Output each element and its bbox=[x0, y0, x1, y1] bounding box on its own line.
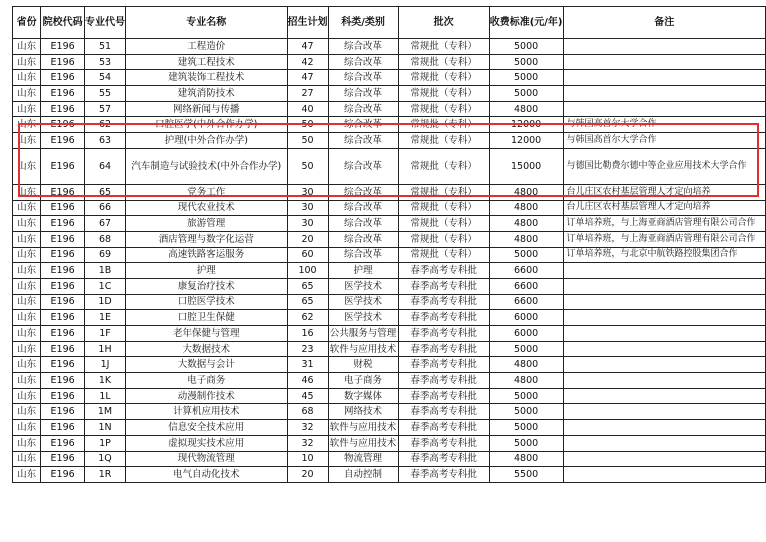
cell-category: 综合改革 bbox=[328, 148, 398, 184]
cell-category: 综合改革 bbox=[328, 101, 398, 117]
cell-province: 山东 bbox=[13, 70, 41, 86]
table-row bbox=[13, 133, 766, 149]
cell-category: 软件与应用技术 bbox=[328, 341, 398, 357]
cell-fee: 6600 bbox=[489, 294, 563, 310]
cell-category: 医学技术 bbox=[328, 278, 398, 294]
cell-batch: 常规批（专科） bbox=[398, 133, 489, 149]
table-row bbox=[13, 148, 766, 184]
cell-remarks bbox=[563, 467, 766, 483]
cell-province: 山东 bbox=[13, 184, 41, 200]
cell-batch: 春季高考专科批 bbox=[398, 373, 489, 389]
cell-province: 山东 bbox=[13, 247, 41, 263]
cell-major-code: 1L bbox=[85, 388, 126, 404]
cell-batch: 春季高考专科批 bbox=[398, 341, 489, 357]
cell-plan: 16 bbox=[287, 326, 328, 342]
cell-province: 山东 bbox=[13, 200, 41, 216]
cell-fee: 15000 bbox=[489, 148, 563, 184]
table-row bbox=[13, 184, 766, 200]
cell-category: 护理 bbox=[328, 263, 398, 279]
cell-fee: 6600 bbox=[489, 263, 563, 279]
table-row bbox=[13, 310, 766, 326]
cell-major-name: 信息安全技术应用 bbox=[126, 420, 288, 436]
cell-batch: 春季高考专科批 bbox=[398, 357, 489, 373]
table-row bbox=[13, 435, 766, 451]
cell-major-name: 口腔医学(中外合作办学) bbox=[126, 117, 288, 133]
cell-fee: 4800 bbox=[489, 357, 563, 373]
cell-school-code: E196 bbox=[41, 70, 85, 86]
cell-major-code: 1D bbox=[85, 294, 126, 310]
cell-batch: 春季高考专科批 bbox=[398, 404, 489, 420]
cell-province: 山东 bbox=[13, 357, 41, 373]
cell-province: 山东 bbox=[13, 39, 41, 55]
cell-fee: 5000 bbox=[489, 247, 563, 263]
cell-major-name: 虚拟现实技术应用 bbox=[126, 435, 288, 451]
cell-school-code: E196 bbox=[41, 54, 85, 70]
cell-plan: 45 bbox=[287, 388, 328, 404]
table-row bbox=[13, 357, 766, 373]
cell-remarks bbox=[563, 54, 766, 70]
table-row bbox=[13, 420, 766, 436]
cell-major-code: 68 bbox=[85, 231, 126, 247]
cell-school-code: E196 bbox=[41, 467, 85, 483]
cell-province: 山东 bbox=[13, 148, 41, 184]
cell-fee: 5000 bbox=[489, 54, 563, 70]
cell-remarks bbox=[563, 420, 766, 436]
cell-remarks: 订单培养班，与上海亚商酒店管理有限公司合作 bbox=[563, 231, 766, 247]
cell-fee: 5000 bbox=[489, 420, 563, 436]
table-row bbox=[13, 117, 766, 133]
cell-plan: 30 bbox=[287, 216, 328, 232]
cell-major-name: 护理(中外合作办学) bbox=[126, 133, 288, 149]
cell-province: 山东 bbox=[13, 86, 41, 102]
cell-category: 软件与应用技术 bbox=[328, 420, 398, 436]
cell-province: 山东 bbox=[13, 294, 41, 310]
table-row bbox=[13, 263, 766, 279]
cell-fee: 12000 bbox=[489, 117, 563, 133]
cell-plan: 23 bbox=[287, 341, 328, 357]
cell-school-code: E196 bbox=[41, 404, 85, 420]
cell-fee: 4800 bbox=[489, 451, 563, 467]
table-row bbox=[13, 39, 766, 55]
cell-major-name: 动漫制作技术 bbox=[126, 388, 288, 404]
cell-remarks bbox=[563, 101, 766, 117]
cell-remarks bbox=[563, 326, 766, 342]
cell-remarks bbox=[563, 357, 766, 373]
cell-major-name: 工程造价 bbox=[126, 39, 288, 55]
cell-plan: 50 bbox=[287, 117, 328, 133]
cell-batch: 春季高考专科批 bbox=[398, 451, 489, 467]
cell-remarks: 订单培养班，与上海亚商酒店管理有限公司合作 bbox=[563, 216, 766, 232]
cell-category: 综合改革 bbox=[328, 39, 398, 55]
header-batch: 批次 bbox=[398, 7, 489, 39]
cell-remarks bbox=[563, 39, 766, 55]
cell-plan: 32 bbox=[287, 435, 328, 451]
cell-major-code: 1C bbox=[85, 278, 126, 294]
cell-remarks: 与韩国高首尔大学合作 bbox=[563, 133, 766, 149]
cell-school-code: E196 bbox=[41, 263, 85, 279]
cell-major-name: 建筑工程技术 bbox=[126, 54, 288, 70]
cell-school-code: E196 bbox=[41, 388, 85, 404]
cell-province: 山东 bbox=[13, 326, 41, 342]
cell-fee: 5000 bbox=[489, 388, 563, 404]
cell-remarks bbox=[563, 451, 766, 467]
cell-remarks bbox=[563, 263, 766, 279]
cell-fee: 5000 bbox=[489, 70, 563, 86]
cell-province: 山东 bbox=[13, 467, 41, 483]
cell-province: 山东 bbox=[13, 341, 41, 357]
cell-school-code: E196 bbox=[41, 278, 85, 294]
cell-fee: 6600 bbox=[489, 278, 563, 294]
cell-school-code: E196 bbox=[41, 451, 85, 467]
cell-major-code: 1F bbox=[85, 326, 126, 342]
cell-plan: 60 bbox=[287, 247, 328, 263]
cell-plan: 50 bbox=[287, 148, 328, 184]
cell-plan: 42 bbox=[287, 54, 328, 70]
cell-category: 综合改革 bbox=[328, 86, 398, 102]
cell-remarks bbox=[563, 70, 766, 86]
cell-school-code: E196 bbox=[41, 247, 85, 263]
cell-major-name: 现代物流管理 bbox=[126, 451, 288, 467]
cell-school-code: E196 bbox=[41, 357, 85, 373]
cell-plan: 62 bbox=[287, 310, 328, 326]
cell-remarks: 与韩国高首尔大学合作 bbox=[563, 117, 766, 133]
cell-plan: 47 bbox=[287, 70, 328, 86]
cell-batch: 常规批（专科） bbox=[398, 86, 489, 102]
cell-province: 山东 bbox=[13, 117, 41, 133]
cell-school-code: E196 bbox=[41, 341, 85, 357]
table-row bbox=[13, 388, 766, 404]
cell-major-name: 党务工作 bbox=[126, 184, 288, 200]
cell-major-name: 口腔医学技术 bbox=[126, 294, 288, 310]
cell-plan: 30 bbox=[287, 184, 328, 200]
cell-remarks bbox=[563, 435, 766, 451]
cell-province: 山东 bbox=[13, 310, 41, 326]
cell-category: 综合改革 bbox=[328, 70, 398, 86]
cell-remarks bbox=[563, 86, 766, 102]
cell-school-code: E196 bbox=[41, 200, 85, 216]
cell-school-code: E196 bbox=[41, 39, 85, 55]
cell-remarks bbox=[563, 388, 766, 404]
header-category: 科类/类别 bbox=[328, 7, 398, 39]
cell-major-name: 高速铁路客运服务 bbox=[126, 247, 288, 263]
cell-school-code: E196 bbox=[41, 101, 85, 117]
cell-plan: 20 bbox=[287, 231, 328, 247]
table-row bbox=[13, 101, 766, 117]
cell-fee: 4800 bbox=[489, 216, 563, 232]
cell-category: 自动控制 bbox=[328, 467, 398, 483]
cell-remarks: 与德国比勒费尔德中等企业应用技术大学合作 bbox=[563, 148, 766, 184]
cell-category: 综合改革 bbox=[328, 216, 398, 232]
table-row bbox=[13, 216, 766, 232]
cell-major-name: 建筑装饰工程技术 bbox=[126, 70, 288, 86]
cell-plan: 47 bbox=[287, 39, 328, 55]
cell-plan: 46 bbox=[287, 373, 328, 389]
cell-school-code: E196 bbox=[41, 420, 85, 436]
cell-major-name: 电子商务 bbox=[126, 373, 288, 389]
cell-plan: 31 bbox=[287, 357, 328, 373]
cell-plan: 30 bbox=[287, 200, 328, 216]
cell-province: 山东 bbox=[13, 216, 41, 232]
cell-category: 物流管理 bbox=[328, 451, 398, 467]
cell-plan: 65 bbox=[287, 278, 328, 294]
cell-category: 软件与应用技术 bbox=[328, 435, 398, 451]
cell-major-code: 1Q bbox=[85, 451, 126, 467]
cell-province: 山东 bbox=[13, 420, 41, 436]
table-row bbox=[13, 231, 766, 247]
cell-remarks: 台儿庄区农村基层管理人才定向培养 bbox=[563, 184, 766, 200]
cell-province: 山东 bbox=[13, 404, 41, 420]
cell-major-code: 69 bbox=[85, 247, 126, 263]
cell-fee: 5000 bbox=[489, 435, 563, 451]
cell-major-code: 54 bbox=[85, 70, 126, 86]
cell-fee: 4800 bbox=[489, 373, 563, 389]
cell-batch: 常规批（专科） bbox=[398, 54, 489, 70]
cell-school-code: E196 bbox=[41, 326, 85, 342]
cell-school-code: E196 bbox=[41, 435, 85, 451]
cell-remarks bbox=[563, 294, 766, 310]
cell-major-name: 网络新闻与传播 bbox=[126, 101, 288, 117]
cell-category: 综合改革 bbox=[328, 231, 398, 247]
cell-remarks bbox=[563, 373, 766, 389]
table-row bbox=[13, 70, 766, 86]
cell-batch: 春季高考专科批 bbox=[398, 294, 489, 310]
cell-fee: 12000 bbox=[489, 133, 563, 149]
cell-remarks bbox=[563, 310, 766, 326]
cell-fee: 4800 bbox=[489, 200, 563, 216]
cell-major-code: 1K bbox=[85, 373, 126, 389]
cell-batch: 常规批（专科） bbox=[398, 231, 489, 247]
cell-batch: 春季高考专科批 bbox=[398, 310, 489, 326]
cell-plan: 68 bbox=[287, 404, 328, 420]
cell-school-code: E196 bbox=[41, 310, 85, 326]
header-remarks: 备注 bbox=[563, 7, 766, 39]
cell-batch: 常规批（专科） bbox=[398, 39, 489, 55]
cell-fee: 5000 bbox=[489, 39, 563, 55]
table-row bbox=[13, 341, 766, 357]
cell-batch: 常规批（专科） bbox=[398, 148, 489, 184]
cell-school-code: E196 bbox=[41, 133, 85, 149]
cell-school-code: E196 bbox=[41, 216, 85, 232]
cell-major-code: 57 bbox=[85, 101, 126, 117]
cell-remarks: 台儿庄区农村基层管理人才定向培养 bbox=[563, 200, 766, 216]
cell-major-name: 酒店管理与数字化运营 bbox=[126, 231, 288, 247]
cell-fee: 6000 bbox=[489, 310, 563, 326]
admission-plan-table bbox=[12, 6, 766, 483]
cell-plan: 50 bbox=[287, 133, 328, 149]
cell-batch: 常规批（专科） bbox=[398, 184, 489, 200]
cell-batch: 春季高考专科批 bbox=[398, 326, 489, 342]
table-row bbox=[13, 451, 766, 467]
cell-major-name: 康复治疗技术 bbox=[126, 278, 288, 294]
cell-school-code: E196 bbox=[41, 231, 85, 247]
table-row bbox=[13, 86, 766, 102]
cell-fee: 5500 bbox=[489, 467, 563, 483]
cell-province: 山东 bbox=[13, 451, 41, 467]
cell-major-name: 大数据技术 bbox=[126, 341, 288, 357]
cell-province: 山东 bbox=[13, 373, 41, 389]
cell-batch: 春季高考专科批 bbox=[398, 467, 489, 483]
cell-province: 山东 bbox=[13, 263, 41, 279]
cell-batch: 春季高考专科批 bbox=[398, 420, 489, 436]
cell-batch: 常规批（专科） bbox=[398, 70, 489, 86]
cell-plan: 65 bbox=[287, 294, 328, 310]
cell-remarks bbox=[563, 341, 766, 357]
cell-major-code: 51 bbox=[85, 39, 126, 55]
cell-school-code: E196 bbox=[41, 86, 85, 102]
cell-category: 综合改革 bbox=[328, 184, 398, 200]
cell-fee: 5000 bbox=[489, 341, 563, 357]
cell-major-name: 口腔卫生保健 bbox=[126, 310, 288, 326]
header-major-name: 专业名称 bbox=[126, 7, 288, 39]
cell-batch: 春季高考专科批 bbox=[398, 435, 489, 451]
cell-category: 网络技术 bbox=[328, 404, 398, 420]
cell-fee: 4800 bbox=[489, 231, 563, 247]
cell-major-code: 65 bbox=[85, 184, 126, 200]
table-row bbox=[13, 278, 766, 294]
cell-province: 山东 bbox=[13, 278, 41, 294]
cell-school-code: E196 bbox=[41, 184, 85, 200]
cell-major-code: 1R bbox=[85, 467, 126, 483]
cell-province: 山东 bbox=[13, 388, 41, 404]
header-fee: 收费标准(元/年) bbox=[489, 7, 563, 39]
cell-major-code: 1E bbox=[85, 310, 126, 326]
cell-category: 综合改革 bbox=[328, 247, 398, 263]
header-row bbox=[13, 7, 766, 39]
cell-major-code: 63 bbox=[85, 133, 126, 149]
cell-major-name: 护理 bbox=[126, 263, 288, 279]
cell-category: 综合改革 bbox=[328, 200, 398, 216]
cell-remarks bbox=[563, 404, 766, 420]
cell-province: 山东 bbox=[13, 435, 41, 451]
cell-major-code: 62 bbox=[85, 117, 126, 133]
cell-category: 财税 bbox=[328, 357, 398, 373]
cell-category: 综合改革 bbox=[328, 133, 398, 149]
cell-plan: 10 bbox=[287, 451, 328, 467]
cell-school-code: E196 bbox=[41, 148, 85, 184]
cell-category: 数字媒体 bbox=[328, 388, 398, 404]
cell-major-code: 1M bbox=[85, 404, 126, 420]
header-major-code: 专业代号 bbox=[85, 7, 126, 39]
cell-batch: 常规批（专科） bbox=[398, 216, 489, 232]
cell-school-code: E196 bbox=[41, 373, 85, 389]
cell-major-name: 老年保健与管理 bbox=[126, 326, 288, 342]
cell-plan: 27 bbox=[287, 86, 328, 102]
table-row bbox=[13, 373, 766, 389]
cell-remarks bbox=[563, 278, 766, 294]
cell-major-code: 55 bbox=[85, 86, 126, 102]
cell-remarks: 订单培养班，与北京中航铁路控股集团合作 bbox=[563, 247, 766, 263]
cell-category: 医学技术 bbox=[328, 294, 398, 310]
header-province: 省份 bbox=[13, 7, 41, 39]
cell-province: 山东 bbox=[13, 101, 41, 117]
cell-province: 山东 bbox=[13, 231, 41, 247]
table-row bbox=[13, 294, 766, 310]
cell-fee: 5000 bbox=[489, 404, 563, 420]
table-row bbox=[13, 54, 766, 70]
cell-major-name: 旅游管理 bbox=[126, 216, 288, 232]
cell-major-code: 1N bbox=[85, 420, 126, 436]
cell-major-name: 大数据与会计 bbox=[126, 357, 288, 373]
cell-province: 山东 bbox=[13, 54, 41, 70]
table-row bbox=[13, 467, 766, 483]
cell-major-name: 汽车制造与试验技术(中外合作办学) bbox=[126, 148, 288, 184]
cell-plan: 40 bbox=[287, 101, 328, 117]
cell-fee: 5000 bbox=[489, 86, 563, 102]
table-row bbox=[13, 404, 766, 420]
header-school-code: 院校代码 bbox=[41, 7, 85, 39]
cell-batch: 春季高考专科批 bbox=[398, 278, 489, 294]
cell-major-name: 计算机应用技术 bbox=[126, 404, 288, 420]
cell-batch: 常规批（专科） bbox=[398, 200, 489, 216]
header-plan: 招生计划 bbox=[287, 7, 328, 39]
cell-province: 山东 bbox=[13, 133, 41, 149]
cell-plan: 20 bbox=[287, 467, 328, 483]
cell-major-name: 现代农业技术 bbox=[126, 200, 288, 216]
cell-batch: 常规批（专科） bbox=[398, 247, 489, 263]
cell-major-code: 64 bbox=[85, 148, 126, 184]
cell-batch: 常规批（专科） bbox=[398, 117, 489, 133]
table-row bbox=[13, 200, 766, 216]
cell-major-code: 66 bbox=[85, 200, 126, 216]
cell-school-code: E196 bbox=[41, 294, 85, 310]
cell-major-code: 1H bbox=[85, 341, 126, 357]
cell-plan: 32 bbox=[287, 420, 328, 436]
cell-batch: 春季高考专科批 bbox=[398, 263, 489, 279]
cell-major-code: 1J bbox=[85, 357, 126, 373]
cell-major-name: 电气自动化技术 bbox=[126, 467, 288, 483]
cell-major-code: 1P bbox=[85, 435, 126, 451]
table-row bbox=[13, 326, 766, 342]
cell-category: 综合改革 bbox=[328, 54, 398, 70]
cell-category: 综合改革 bbox=[328, 117, 398, 133]
cell-major-code: 67 bbox=[85, 216, 126, 232]
cell-fee: 4800 bbox=[489, 101, 563, 117]
table-row bbox=[13, 247, 766, 263]
cell-category: 公共服务与管理 bbox=[328, 326, 398, 342]
cell-fee: 4800 bbox=[489, 184, 563, 200]
cell-category: 医学技术 bbox=[328, 310, 398, 326]
cell-batch: 常规批（专科） bbox=[398, 101, 489, 117]
cell-plan: 100 bbox=[287, 263, 328, 279]
cell-major-code: 53 bbox=[85, 54, 126, 70]
cell-category: 电子商务 bbox=[328, 373, 398, 389]
cell-school-code: E196 bbox=[41, 117, 85, 133]
cell-fee: 6000 bbox=[489, 326, 563, 342]
admission-table-wrapper bbox=[12, 6, 766, 483]
cell-major-name: 建筑消防技术 bbox=[126, 86, 288, 102]
cell-batch: 春季高考专科批 bbox=[398, 388, 489, 404]
cell-major-code: 1B bbox=[85, 263, 126, 279]
